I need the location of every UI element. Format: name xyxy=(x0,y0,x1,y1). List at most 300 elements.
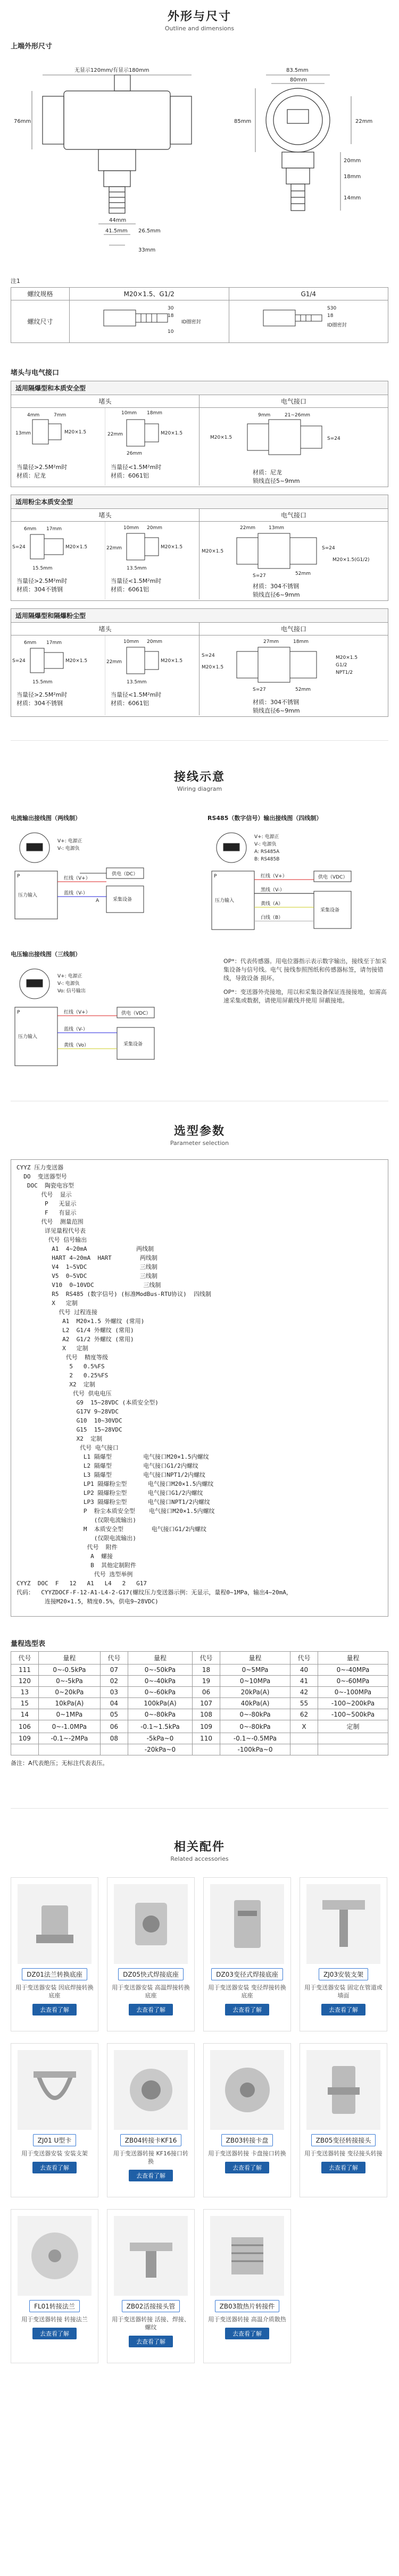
v1-if-thread: M20×1.5 xyxy=(210,435,232,440)
accessory-desc: 用于变送器安装 安装支架 xyxy=(21,2150,88,2157)
accessory-view-button[interactable]: 去查看了解 xyxy=(32,2162,77,2173)
v2-p1-mat: 材质：304不锈钢 xyxy=(16,586,63,593)
thread-drawing-2 xyxy=(242,302,375,339)
v2-if-thread: M20×1.5 xyxy=(202,549,224,554)
v3-iface xyxy=(200,635,388,715)
selection-row: DO 变送器型号 xyxy=(16,1173,67,1180)
v3-p2-d2: 13.5mm xyxy=(127,680,147,685)
connector-variant-3 xyxy=(11,608,388,717)
range-cell: 0~-50kPa xyxy=(128,1665,192,1676)
accessory-view-button[interactable]: 去查看了解 xyxy=(225,2162,269,2173)
rs485-diagram xyxy=(207,814,388,947)
v2-p2-d1: 20mm xyxy=(147,525,162,531)
v2-col-plug: 堵头 xyxy=(11,509,200,521)
rs485-title: RS485（数字信号）输出接线图（四线制） xyxy=(207,815,322,822)
v1-p1-mat: 材质：尼龙 xyxy=(16,472,46,479)
accessory-product-icon xyxy=(18,2216,92,2296)
range-header-cell: 量程 xyxy=(128,1652,192,1665)
selection-row: (仅限电流输出) xyxy=(16,1517,136,1524)
range-cell: 14 xyxy=(11,1709,39,1720)
accessory-view-button[interactable]: 去查看了解 xyxy=(129,2170,173,2181)
variant-2-title: 适用粉尘本质安全型 xyxy=(11,495,388,509)
three-wire-term-0: V+: 电源正 xyxy=(57,974,82,979)
selection-row: 5 0.5%FS xyxy=(16,1363,105,1370)
connector-variant-2 xyxy=(11,495,388,601)
process-thread xyxy=(109,187,125,213)
range-cell xyxy=(38,1744,100,1755)
v1-p2-d3: 26mm xyxy=(127,451,142,456)
range-cell: 0~1MPa xyxy=(38,1709,100,1720)
housing-left-cap xyxy=(43,96,64,144)
v3-p2-spec: 当量径<1.5M²m时 xyxy=(111,691,162,698)
v3-p1-d3: 15.5mm xyxy=(32,680,53,685)
three-wire-blue: 蓝线（V-） xyxy=(64,1027,88,1032)
range-title: 量程选型表 xyxy=(11,1640,46,1648)
rs485-term-2: A: RS485A xyxy=(254,849,280,855)
accessory-name: ZB03转接卡盘 xyxy=(221,2134,273,2146)
v1-p1-d1: 7mm xyxy=(54,413,66,418)
accessories-header xyxy=(0,1838,399,1862)
three-wire-term-1: V-: 电源负 xyxy=(57,981,80,986)
selection-row: CYYZ 压力变送器 xyxy=(16,1164,64,1171)
v2-p2-d2: 13.5mm xyxy=(127,566,147,571)
range-cell: 109 xyxy=(11,1733,39,1744)
v3-p1-thread: M20×1.5 xyxy=(65,658,88,664)
v2-if-mat: 材质：304不锈钢 xyxy=(253,583,299,590)
range-row xyxy=(11,1720,388,1733)
wiring-title: 接线示意 xyxy=(173,771,225,784)
range-cell: 06 xyxy=(193,1687,220,1698)
v2-p1-d2: S=24 xyxy=(12,545,26,550)
thread-c1-3: ID圈密封 xyxy=(181,320,201,325)
range-header-cell: 代号 xyxy=(100,1652,128,1665)
rs485-svg xyxy=(207,822,388,944)
dimensions-title: 外形与尺寸 xyxy=(167,10,231,23)
range-row xyxy=(11,1709,388,1720)
range-footer: 备注：A代表绝压；无标注代表表压。 xyxy=(11,1760,109,1767)
accessory-card xyxy=(300,1877,387,2031)
accessory-name: ZB02活接接头管 xyxy=(122,2300,180,2312)
range-cell: 0~-1.0MPa xyxy=(38,1720,100,1733)
v1-p1-spec: 当量径>2.5M²m时 xyxy=(16,464,68,471)
selection-row: P 粉尘本质安全型 电气接口M20×1.5内螺纹 xyxy=(16,1508,215,1515)
range-header-cell: 量程 xyxy=(220,1652,290,1665)
v2-plug-1-svg xyxy=(11,522,105,575)
accessory-card xyxy=(11,1877,98,2031)
connectors-title: 堵头与电气接口 xyxy=(11,369,60,377)
top-plug xyxy=(114,75,130,91)
range-cell: -0.1~1.5kPa xyxy=(128,1720,192,1733)
thread-table xyxy=(11,287,388,343)
range-cell: 111 xyxy=(11,1665,39,1676)
accessory-view-button[interactable]: 去查看了解 xyxy=(129,2336,173,2347)
v1-col-iface: 电气接口 xyxy=(280,398,306,405)
rs485-p: P xyxy=(214,874,217,879)
selection-row: 代号 显示 xyxy=(16,1191,72,1198)
dim-approx-width: 无显示120mm/有显示180mm xyxy=(74,68,149,73)
rs485-white: 白线（B） xyxy=(261,915,284,921)
accessory-image xyxy=(114,2050,188,2130)
range-cell xyxy=(193,1744,220,1755)
v2-if-note: 锁线直径6~9mm xyxy=(253,591,300,598)
range-cell xyxy=(318,1744,388,1755)
accessory-product-icon xyxy=(114,1884,188,1964)
v1-iface-svg xyxy=(200,408,386,466)
range-cell: 0~10MPa xyxy=(220,1676,290,1687)
two-wire-term-0: V+: 电源正 xyxy=(57,839,82,844)
v3-if-d1: 18mm xyxy=(293,639,309,645)
accessory-product-icon xyxy=(210,2216,285,2296)
range-cell: 10kPa(A) xyxy=(38,1698,100,1709)
dim-33: 33mm xyxy=(138,247,156,253)
selection-row: L1 隔爆型 电气接口M20×1.5内螺纹 xyxy=(16,1453,209,1460)
accessory-name: ZB03散热片转接件 xyxy=(215,2300,280,2312)
dimension-drawing-label: 上端外形尺寸 xyxy=(11,43,53,51)
accessory-desc: 用于变送器安装 固定在管道或墙面 xyxy=(304,1984,383,1999)
v2-if-d2: S=24 xyxy=(322,546,335,551)
range-cell: 04 xyxy=(100,1698,128,1709)
range-cell xyxy=(318,1733,388,1744)
range-cell: 0~-80kPa xyxy=(220,1709,290,1720)
selection-row: 代号 电气接口 xyxy=(16,1444,119,1451)
three-wire-yellow: 黄线（Vo） xyxy=(64,1043,89,1048)
accessory-view-button[interactable]: 去查看了解 xyxy=(225,2004,269,2015)
v2-p1-spec: 当量径>2.5M²m时 xyxy=(16,578,68,584)
v2-if-thread2: M20×1.5(G1/2) xyxy=(332,557,370,563)
selection-row: 详见量程代号表 xyxy=(16,1227,86,1234)
accessory-desc: 用于变送器安装 变径焊接转换底座 xyxy=(208,1984,286,1999)
v2-if-d3: S=27 xyxy=(253,573,266,579)
accessory-image xyxy=(306,1884,380,1964)
thread-c1-0: 30 xyxy=(168,306,174,311)
range-cell: 42 xyxy=(290,1687,318,1698)
v3-p1-d2: S=24 xyxy=(12,658,26,664)
v1-plug-1 xyxy=(11,408,105,486)
accessory-card xyxy=(11,2209,98,2363)
v1-p2-mat: 材质：6061铝 xyxy=(111,472,149,479)
accessory-image xyxy=(18,2216,92,2296)
thread-cell-1 xyxy=(70,300,229,343)
accessory-card xyxy=(107,2209,195,2363)
range-row xyxy=(11,1687,388,1698)
housing-body xyxy=(64,91,170,149)
selection-row: G17V 9~28VDC xyxy=(16,1408,119,1415)
selection-row: M 本质安全型 电气接口G1/2内螺纹 xyxy=(16,1526,207,1533)
accessory-product-icon xyxy=(306,2050,381,2130)
range-cell: 0~-60MPa xyxy=(318,1676,388,1687)
accessory-image xyxy=(18,1884,92,1964)
selection-row: A 螺接 xyxy=(16,1553,113,1560)
range-cell: 13 xyxy=(11,1687,39,1698)
v2-p1-d1: 17mm xyxy=(46,526,62,532)
v3-plug-2-svg xyxy=(105,635,199,689)
three-wire-diagram xyxy=(11,950,202,1077)
accessory-desc: 用于变送器安装 因底焊接转换底座 xyxy=(15,1984,94,1999)
front-neck xyxy=(282,152,314,168)
selection-row: CYYZ DOC F 12 A1 L4 2 G17 xyxy=(16,1580,147,1587)
range-row xyxy=(11,1733,388,1744)
two-wire-sensor: 压力输入 xyxy=(18,893,38,898)
range-cell: -100~200kPa xyxy=(318,1698,388,1709)
selection-row: (仅限电流输出) xyxy=(16,1535,136,1542)
v2-plug-2 xyxy=(105,522,200,599)
accessory-name: ZJ03安装支架 xyxy=(319,1968,368,1980)
range-table xyxy=(11,1651,388,1755)
accessory-view-button[interactable]: 去查看了解 xyxy=(321,2004,365,2015)
front-hex xyxy=(286,168,310,184)
dim-85: 85mm xyxy=(234,119,252,124)
accessory-card xyxy=(11,2043,98,2197)
range-cell: 40kPa(A) xyxy=(220,1698,290,1709)
selection-row: 代号 过程连接 xyxy=(16,1309,98,1316)
rs485-sensor: 压力输入 xyxy=(215,898,235,904)
v3-if-thread: M20×1.5 xyxy=(202,665,224,670)
v2-p1-d3: 15.5mm xyxy=(32,566,53,571)
range-cell: 40 xyxy=(290,1665,318,1676)
v3-p2-d3: 22mm xyxy=(106,659,122,665)
dim-14: 14mm xyxy=(344,195,361,201)
thread-table-block xyxy=(11,277,388,343)
v2-p2-thread: M20×1.5 xyxy=(161,545,183,550)
hex-nut xyxy=(104,171,130,187)
accessory-desc: 用于变送器转接 活接、焊接、螺纹 xyxy=(112,2316,190,2331)
range-cell: 41 xyxy=(290,1676,318,1687)
note-label: 注1 xyxy=(11,278,20,285)
v2-p2-spec: 当量径<1.5M²m时 xyxy=(111,578,162,584)
selection-row: L2 G1/4 外螺纹 (常用) xyxy=(16,1327,134,1334)
three-wire-meter: 采集设备 xyxy=(123,1042,143,1047)
three-wire-sensor: 压力输入 xyxy=(18,1034,38,1040)
range-body xyxy=(11,1665,388,1755)
selection-row: 代号 供电电压 xyxy=(16,1390,112,1397)
wiring-note-1: OP*：代表传感器。用电位器指示表示数字输出，接线至于加采集设备与信号线。电气 接线参照图纸和传感器标签，请勿接错线，导致设备 损坏。 xyxy=(223,958,387,982)
range-cell xyxy=(11,1744,39,1755)
accessory-name: FL01转接法兰 xyxy=(29,2300,80,2312)
range-cell: 0~-60kPa xyxy=(128,1687,192,1698)
accessory-desc: 用于变送器转接 变径接头转接 xyxy=(304,2150,383,2157)
thread-cell-2 xyxy=(229,300,388,343)
accessory-card xyxy=(300,2043,387,2197)
two-wire-red: 红线（V+） xyxy=(64,876,90,881)
thread-c2-1: 18 xyxy=(327,313,334,319)
selection-row: L3 隔爆型 电气接口NPT1/2内螺纹 xyxy=(16,1471,206,1478)
selection-table xyxy=(11,1159,388,1617)
three-wire-term-2: Vo: 信号输出 xyxy=(57,989,86,994)
range-header-cell: 代号 xyxy=(11,1652,39,1665)
selection-row: A2 G1/2 外螺纹 (常用) xyxy=(16,1336,134,1343)
range-header-cell: 量程 xyxy=(318,1652,388,1665)
selection-row: X2 定制 xyxy=(16,1381,95,1388)
range-cell: 03 xyxy=(100,1687,128,1698)
v2-p1-d0: 6mm xyxy=(24,526,37,532)
v2-p1-thread: M20×1.5 xyxy=(65,545,88,550)
rs485-supply: 供电（VDC） xyxy=(318,875,348,880)
v1-p2-d0: 10mm xyxy=(121,411,137,416)
v1-p2-thread: M20×1.5 xyxy=(161,431,183,436)
selection-row: R5 RS485 (数字信号) (标准ModBus-RTU协议) 四线制 xyxy=(16,1291,212,1298)
three-wire-supply: 供电（VDC） xyxy=(121,1011,151,1016)
selection-row: 代号 信号输出 xyxy=(16,1236,87,1243)
rs485-term-1: V-: 电源负 xyxy=(254,842,277,847)
dim-44: 44mm xyxy=(109,218,127,223)
v3-iface-svg xyxy=(200,635,386,696)
v3-if-d2: S=24 xyxy=(202,653,215,658)
accessory-view-button[interactable]: 去查看了解 xyxy=(129,2004,173,2015)
range-cell: 0~20kPa xyxy=(38,1687,100,1698)
range-cell xyxy=(290,1744,318,1755)
accessory-card xyxy=(203,2209,291,2363)
selection-row: X 定制 xyxy=(16,1300,78,1307)
range-cell: -5kPa~0 xyxy=(128,1733,192,1744)
v2-col-iface: 电气接口 xyxy=(280,512,306,519)
front-window-circle xyxy=(273,96,322,145)
v3-col-plug: 堵头 xyxy=(11,623,200,635)
range-cell: 108 xyxy=(193,1709,220,1720)
v1-if-d2: S=24 xyxy=(327,436,340,441)
separator-3 xyxy=(11,1808,388,1809)
accessory-card xyxy=(203,2043,291,2197)
range-cell: 19 xyxy=(193,1676,220,1687)
accessory-card xyxy=(107,1877,195,2031)
v2-iface-svg xyxy=(200,522,386,580)
accessory-view-button[interactable]: 去查看了解 xyxy=(225,2328,269,2339)
range-cell xyxy=(290,1733,318,1744)
v1-if-d1: 21~26mm xyxy=(285,413,310,418)
v3-plug-1 xyxy=(11,635,105,715)
wiring-notes xyxy=(223,957,388,1005)
range-header-cell: 量程 xyxy=(38,1652,100,1665)
thread-c2-0: S30 xyxy=(327,306,336,311)
separator-1 xyxy=(11,740,388,741)
v3-p2-d0: 10mm xyxy=(123,639,139,645)
two-wire-supply: 供电（DC） xyxy=(112,872,138,877)
dim-height-76: 76mm xyxy=(14,119,31,124)
transmitter-outline-svg xyxy=(11,54,388,266)
range-cell: 0~-100MPa xyxy=(318,1687,388,1698)
accessory-product-icon xyxy=(114,2216,188,2296)
two-wire-load: A xyxy=(96,898,99,904)
v2-p2-mat: 材质：6061铝 xyxy=(111,586,149,593)
thread-header-2: G1/4 xyxy=(229,288,388,300)
v1-if-note: 锁线直径5~9mm xyxy=(253,478,300,484)
v3-if-d3: S=27 xyxy=(253,687,266,692)
range-row xyxy=(11,1698,388,1709)
selection-row: A1 4~20mA 两线制 xyxy=(16,1245,154,1252)
selection-row: X2 定制 xyxy=(16,1435,103,1442)
dim-83: 83.5mm xyxy=(286,68,309,73)
selection-row: F 有显示 xyxy=(16,1209,77,1216)
range-cell: 106 xyxy=(11,1720,39,1733)
v1-plug-1-svg xyxy=(11,408,105,461)
range-cell: -20kPa~0 xyxy=(128,1744,192,1755)
v3-if-note: 锁线直径6~9mm xyxy=(253,707,300,714)
range-cell: 110 xyxy=(193,1733,220,1744)
accessory-name: DZ01法兰转换底座 xyxy=(22,1968,87,1980)
housing-neck xyxy=(98,149,136,171)
selection-row: V4 1~5VDC 三线制 xyxy=(16,1264,157,1270)
accessory-desc: 用于变送器转接 转接法兰 xyxy=(21,2316,88,2323)
range-cell: -0.1~-2MPa xyxy=(38,1733,100,1744)
accessory-image xyxy=(210,2050,284,2130)
dimension-drawing xyxy=(11,40,388,264)
dim-22: 22mm xyxy=(355,119,373,124)
two-wire-term-1: V-: 电源负 xyxy=(57,846,80,851)
selection-row: LP1 隔爆粉尘型 电气接口M20×1.5内螺纹 xyxy=(16,1481,214,1487)
selection-subtitle: Parameter selection xyxy=(170,1140,229,1147)
v2-p2-d0: 10mm xyxy=(123,525,139,531)
two-wire-svg xyxy=(11,822,192,934)
v3-p1-spec: 当量径>2.5M²m时 xyxy=(16,691,68,698)
range-row xyxy=(11,1676,388,1687)
housing-right-cap xyxy=(170,96,192,144)
range-cell: 15 xyxy=(11,1698,39,1709)
accessory-product-icon xyxy=(210,1884,285,1964)
v2-if-d4: 52mm xyxy=(295,571,311,576)
dim-18: 18mm xyxy=(344,174,361,180)
range-cell: 20kPa(A) xyxy=(220,1687,290,1698)
thread-c1-1: 18 xyxy=(168,313,174,319)
range-header-row xyxy=(11,1652,388,1665)
connector-variant-1 xyxy=(11,381,388,487)
selection-row: LP3 隔爆粉尘型 电气接口NPT1/2内螺纹 xyxy=(16,1499,210,1506)
v2-p2-d3: 22mm xyxy=(106,546,122,551)
selection-row: HART 4~20mA HART 两线制 xyxy=(16,1254,157,1261)
thread-c1-2: 10 xyxy=(168,329,174,334)
rs485-black: 黑线（V-） xyxy=(261,888,285,893)
range-cell: 0~-80kPa xyxy=(128,1709,192,1720)
range-cell: 100kPa(A) xyxy=(128,1698,192,1709)
range-cell xyxy=(100,1744,128,1755)
dimensions-subtitle: Outline and dimensions xyxy=(164,25,235,32)
selection-row: V5 0~5VDC 三线制 xyxy=(16,1273,157,1279)
connectors-section xyxy=(11,367,388,380)
selection-row: G9 15~28VDC (本质安全型) xyxy=(16,1399,159,1406)
accessory-desc: 用于变送器安装 高温焊接转换底座 xyxy=(112,1984,190,1999)
v1-p2-d2: 22mm xyxy=(107,432,123,437)
selection-row: 代号 精度等级 xyxy=(16,1354,108,1361)
v3-p2-thread: M20×1.5 xyxy=(161,658,183,664)
v2-if-d0: 22mm xyxy=(240,525,255,531)
range-cell: 120 xyxy=(11,1676,39,1687)
v1-p2-d1: 18mm xyxy=(147,411,162,416)
v1-p1-d2: 13mm xyxy=(15,431,31,436)
accessories-subtitle: Related accessories xyxy=(170,1855,229,1862)
selection-row: 代号 测量范围 xyxy=(16,1218,84,1225)
v3-if-t2-0: M20×1.5 xyxy=(336,655,358,660)
wiring-header xyxy=(0,768,399,792)
accessory-product-icon xyxy=(114,2050,188,2130)
accessory-product-icon xyxy=(18,1884,92,1964)
v3-col-iface: 电气接口 xyxy=(280,625,306,633)
accessory-card xyxy=(107,2043,195,2197)
range-cell: 0~-80kPa xyxy=(220,1720,290,1733)
rs485-red: 红线（V+） xyxy=(261,874,287,879)
accessory-view-button[interactable]: 去查看了解 xyxy=(32,2328,77,2339)
range-cell: -100kPa~0 xyxy=(220,1744,290,1755)
v1-plug-2 xyxy=(105,408,200,486)
accessory-name: ZB04转接卡KF16 xyxy=(120,2134,182,2146)
accessory-view-button[interactable]: 去查看了解 xyxy=(32,2004,77,2015)
range-cell: 18 xyxy=(193,1665,220,1676)
accessory-view-button[interactable]: 去查看了解 xyxy=(321,2162,365,2173)
wiring-note-2: OP*：变送器外壳接地，用以和采集设备保证连接接地，如需高速采集或数据，请使用屏蔽线并使用 屏蔽接地。 xyxy=(223,989,387,1004)
range-cell: 07 xyxy=(100,1665,128,1676)
v2-iface xyxy=(200,522,388,599)
dim-80: 80mm xyxy=(290,77,307,83)
range-cell: 0~5MPa xyxy=(220,1665,290,1676)
selection-title: 选型参数 xyxy=(173,1125,225,1138)
accessory-image xyxy=(114,1884,188,1964)
